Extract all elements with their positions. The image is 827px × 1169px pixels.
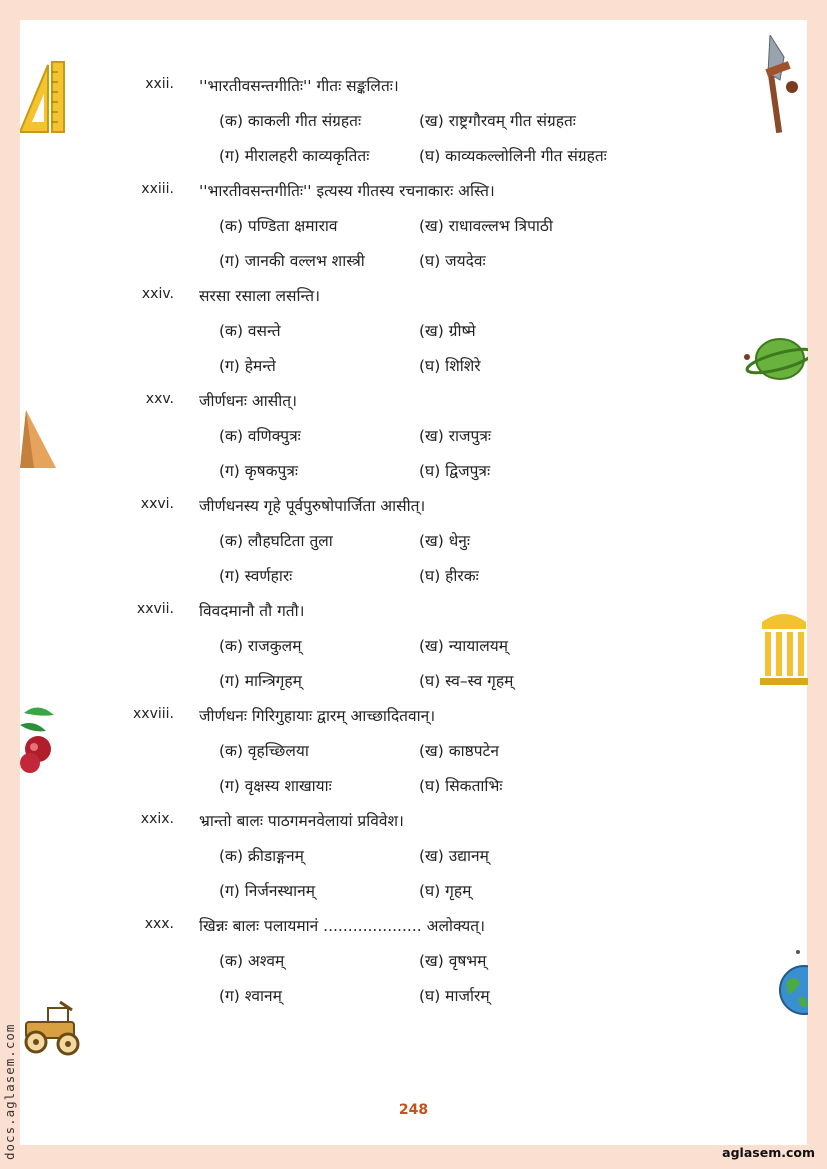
question-item [0, 286, 787, 321]
globe-icon [778, 948, 808, 1018]
option-ga: (ग) कृषकपुत्रः [219, 462, 299, 480]
question-text: ''भारतीवसन्तगीतिः'' गीतः सङ्कलितः। [199, 77, 399, 95]
option-kha: (ख) राजपुत्रः [419, 427, 492, 445]
option-ka: (क) काकली गीत संग्रहतः [219, 112, 362, 130]
question-item [0, 811, 787, 846]
vertical-watermark: docs.aglasem.com [2, 1023, 17, 1160]
option-gha: (घ) सिकताभिः [419, 777, 503, 795]
option-kha: (ख) ग्रीष्मे [419, 322, 476, 340]
page-number: 248 [398, 1102, 429, 1118]
question-item [0, 76, 787, 111]
option-kha: (ख) धेनुः [419, 532, 470, 550]
planet-icon [742, 335, 808, 385]
option-ga: (ग) हेमन्ते [219, 357, 276, 375]
option-gha: (घ) स्व–स्व गृहम् [419, 672, 514, 690]
option-ga: (ग) मीरालहरी काव्यकृतितः [219, 147, 370, 165]
option-kha: (ख) राष्ट्रगौरवम् गीत संग्रहतः [419, 112, 576, 130]
option-ka: (क) क्रीडाङ्गनम् [219, 847, 304, 865]
question-text: खिन्नः बालः पलायमानं .................... अलोक्यत्। [199, 917, 485, 935]
question-item [0, 496, 787, 531]
option-gha: (घ) काव्यकल्लोलिनी गीत संग्रहतः [419, 147, 607, 165]
footer-site-name: aglasem.com [722, 1145, 815, 1160]
option-ka: (क) वसन्ते [219, 322, 281, 340]
question-text: जीर्णधनः गिरिगुहायाः द्वारम् आच्छादितवान्। [199, 707, 436, 725]
question-item [0, 391, 787, 426]
option-ga: (ग) निर्जनस्थानम् [219, 882, 315, 900]
option-ka: (क) वणिक्पुत्रः [219, 427, 301, 445]
question-number: xxvii. [136, 601, 174, 617]
question-item [0, 706, 787, 741]
option-kha: (ख) उद्यानम् [419, 847, 489, 865]
question-number: xxiii. [141, 181, 174, 197]
option-ka: (क) राजकुलम् [219, 637, 302, 655]
option-kha: (ख) न्यायालयम् [419, 637, 509, 655]
question-number: xxviii. [133, 706, 174, 722]
question-text: सरसा रसाला लसन्ति। [199, 287, 321, 305]
vintage-car-icon [22, 1000, 84, 1058]
option-gha: (घ) मार्जारम् [419, 987, 490, 1005]
question-number: xxii. [145, 76, 174, 92]
question-text: जीर्णधनस्य गृहे पूर्वपुरुषोपार्जिता आसीत्। [199, 497, 426, 515]
option-ga: (ग) मान्त्रिगृहम् [219, 672, 302, 690]
option-ga: (ग) जानकी वल्लभ शास्त्री [219, 252, 365, 270]
question-number: xxiv. [141, 286, 174, 302]
option-ga: (ग) स्वर्णहारः [219, 567, 293, 585]
option-kha: (ख) वृषभम् [419, 952, 487, 970]
question-text: विवदमानौ तौ गतौ। [199, 602, 305, 620]
question-number: xxvi. [140, 496, 174, 512]
option-ka: (क) वृहच्छिलया [219, 742, 309, 760]
question-item [0, 181, 787, 216]
question-number: xxix. [140, 811, 174, 827]
question-number: xxx. [144, 916, 174, 932]
question-item [0, 601, 787, 636]
option-gha: (घ) द्विजपुत्रः [419, 462, 491, 480]
option-kha: (ख) काष्ठपटेन [419, 742, 499, 760]
option-ga: (ग) श्वानम् [219, 987, 282, 1005]
question-text: भ्रान्तो बालः पाठगमनवेलायां प्रविवेश। [199, 812, 404, 830]
question-text: जीर्णधनः आसीत्। [199, 392, 297, 410]
option-gha: (घ) हीरकः [419, 567, 479, 585]
option-ga: (ग) वृक्षस्य शाखायाः [219, 777, 332, 795]
option-gha: (घ) जयदेवः [419, 252, 486, 270]
option-ka: (क) पण्डिता क्षमाराव [219, 217, 338, 235]
option-kha: (ख) राधावल्लभ त्रिपाठी [419, 217, 553, 235]
option-gha: (घ) शिशिरे [419, 357, 481, 375]
question-item [0, 916, 787, 951]
question-text: ''भारतीवसन्तगीतिः'' इत्यस्य गीतस्य रचनाकारः अस्ति। [199, 182, 495, 200]
option-ka: (क) लौहघटिता तुला [219, 532, 333, 550]
question-number: xxv. [145, 391, 174, 407]
option-gha: (घ) गृहम् [419, 882, 472, 900]
option-ka: (क) अश्वम् [219, 952, 285, 970]
